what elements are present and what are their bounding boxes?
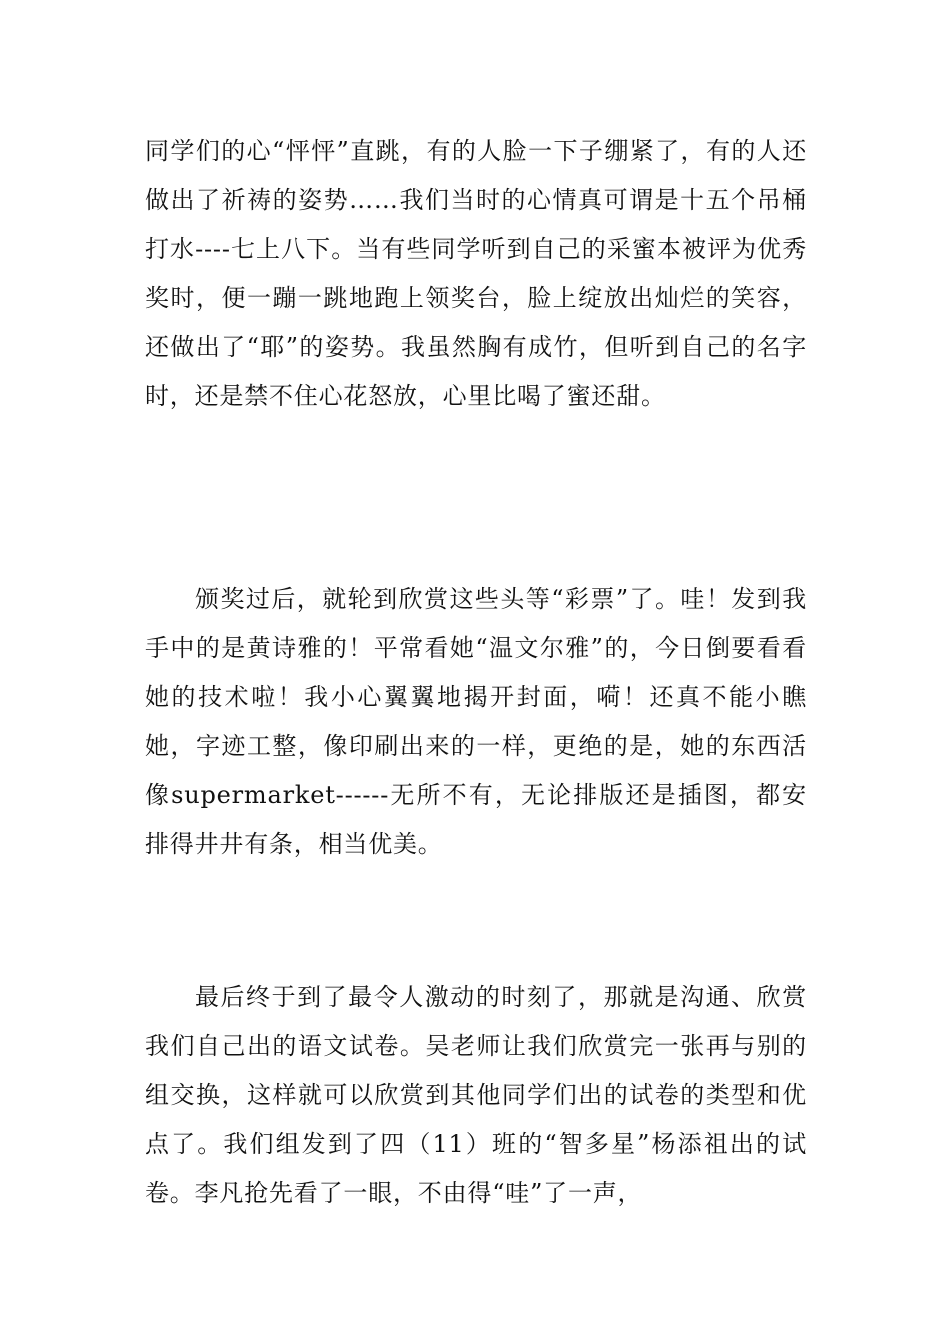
paragraph-exam-exchange: 最后终于到了最令人激动的时刻了，那就是沟通、欣赏我们自己出的语文试卷。吴老师让我们欣赏完一张再与别的组交换，这样就可以欣赏到其他同学们出的试卷的类型和优点了。我们组发到了四（11）班的“智多星”杨添祖出的试卷。李凡抢先看了一眼，不由得“哇”了一声， <box>145 983 807 1207</box>
paragraph-continued: 同学们的心“怦怦”直跳，有的人脸一下子绷紧了，有的人还做出了祈祷的姿势……我们当时的心情真可谓是十五个吊桶打水----七上八下。当有些同学听到自己的采蜜本被评为优秀奖时，便一蹦一跳地跑上领奖台，脸上绽放出灿烂的笑容，还做出了“耶”的姿势。我虽然胸有成竹，但听到自己的名字时，还是禁不住心花怒放，心里比喝了蜜还甜。 <box>145 137 807 410</box>
paragraph-award-review: 颁奖过后，就轮到欣赏这些头等“彩票”了。哇！发到我手中的是黄诗雅的！平常看她“温文尔雅”的，今日倒要看看她的技术啦！我小心翼翼地揭开封面，嗬！还真不能小瞧她，字迹工整，像印刷出来的一样，更绝的是，她的东西活像supermarket------无所不有，无论排版还是插图，都安排得井井有条，相当优美。 <box>145 585 807 858</box>
